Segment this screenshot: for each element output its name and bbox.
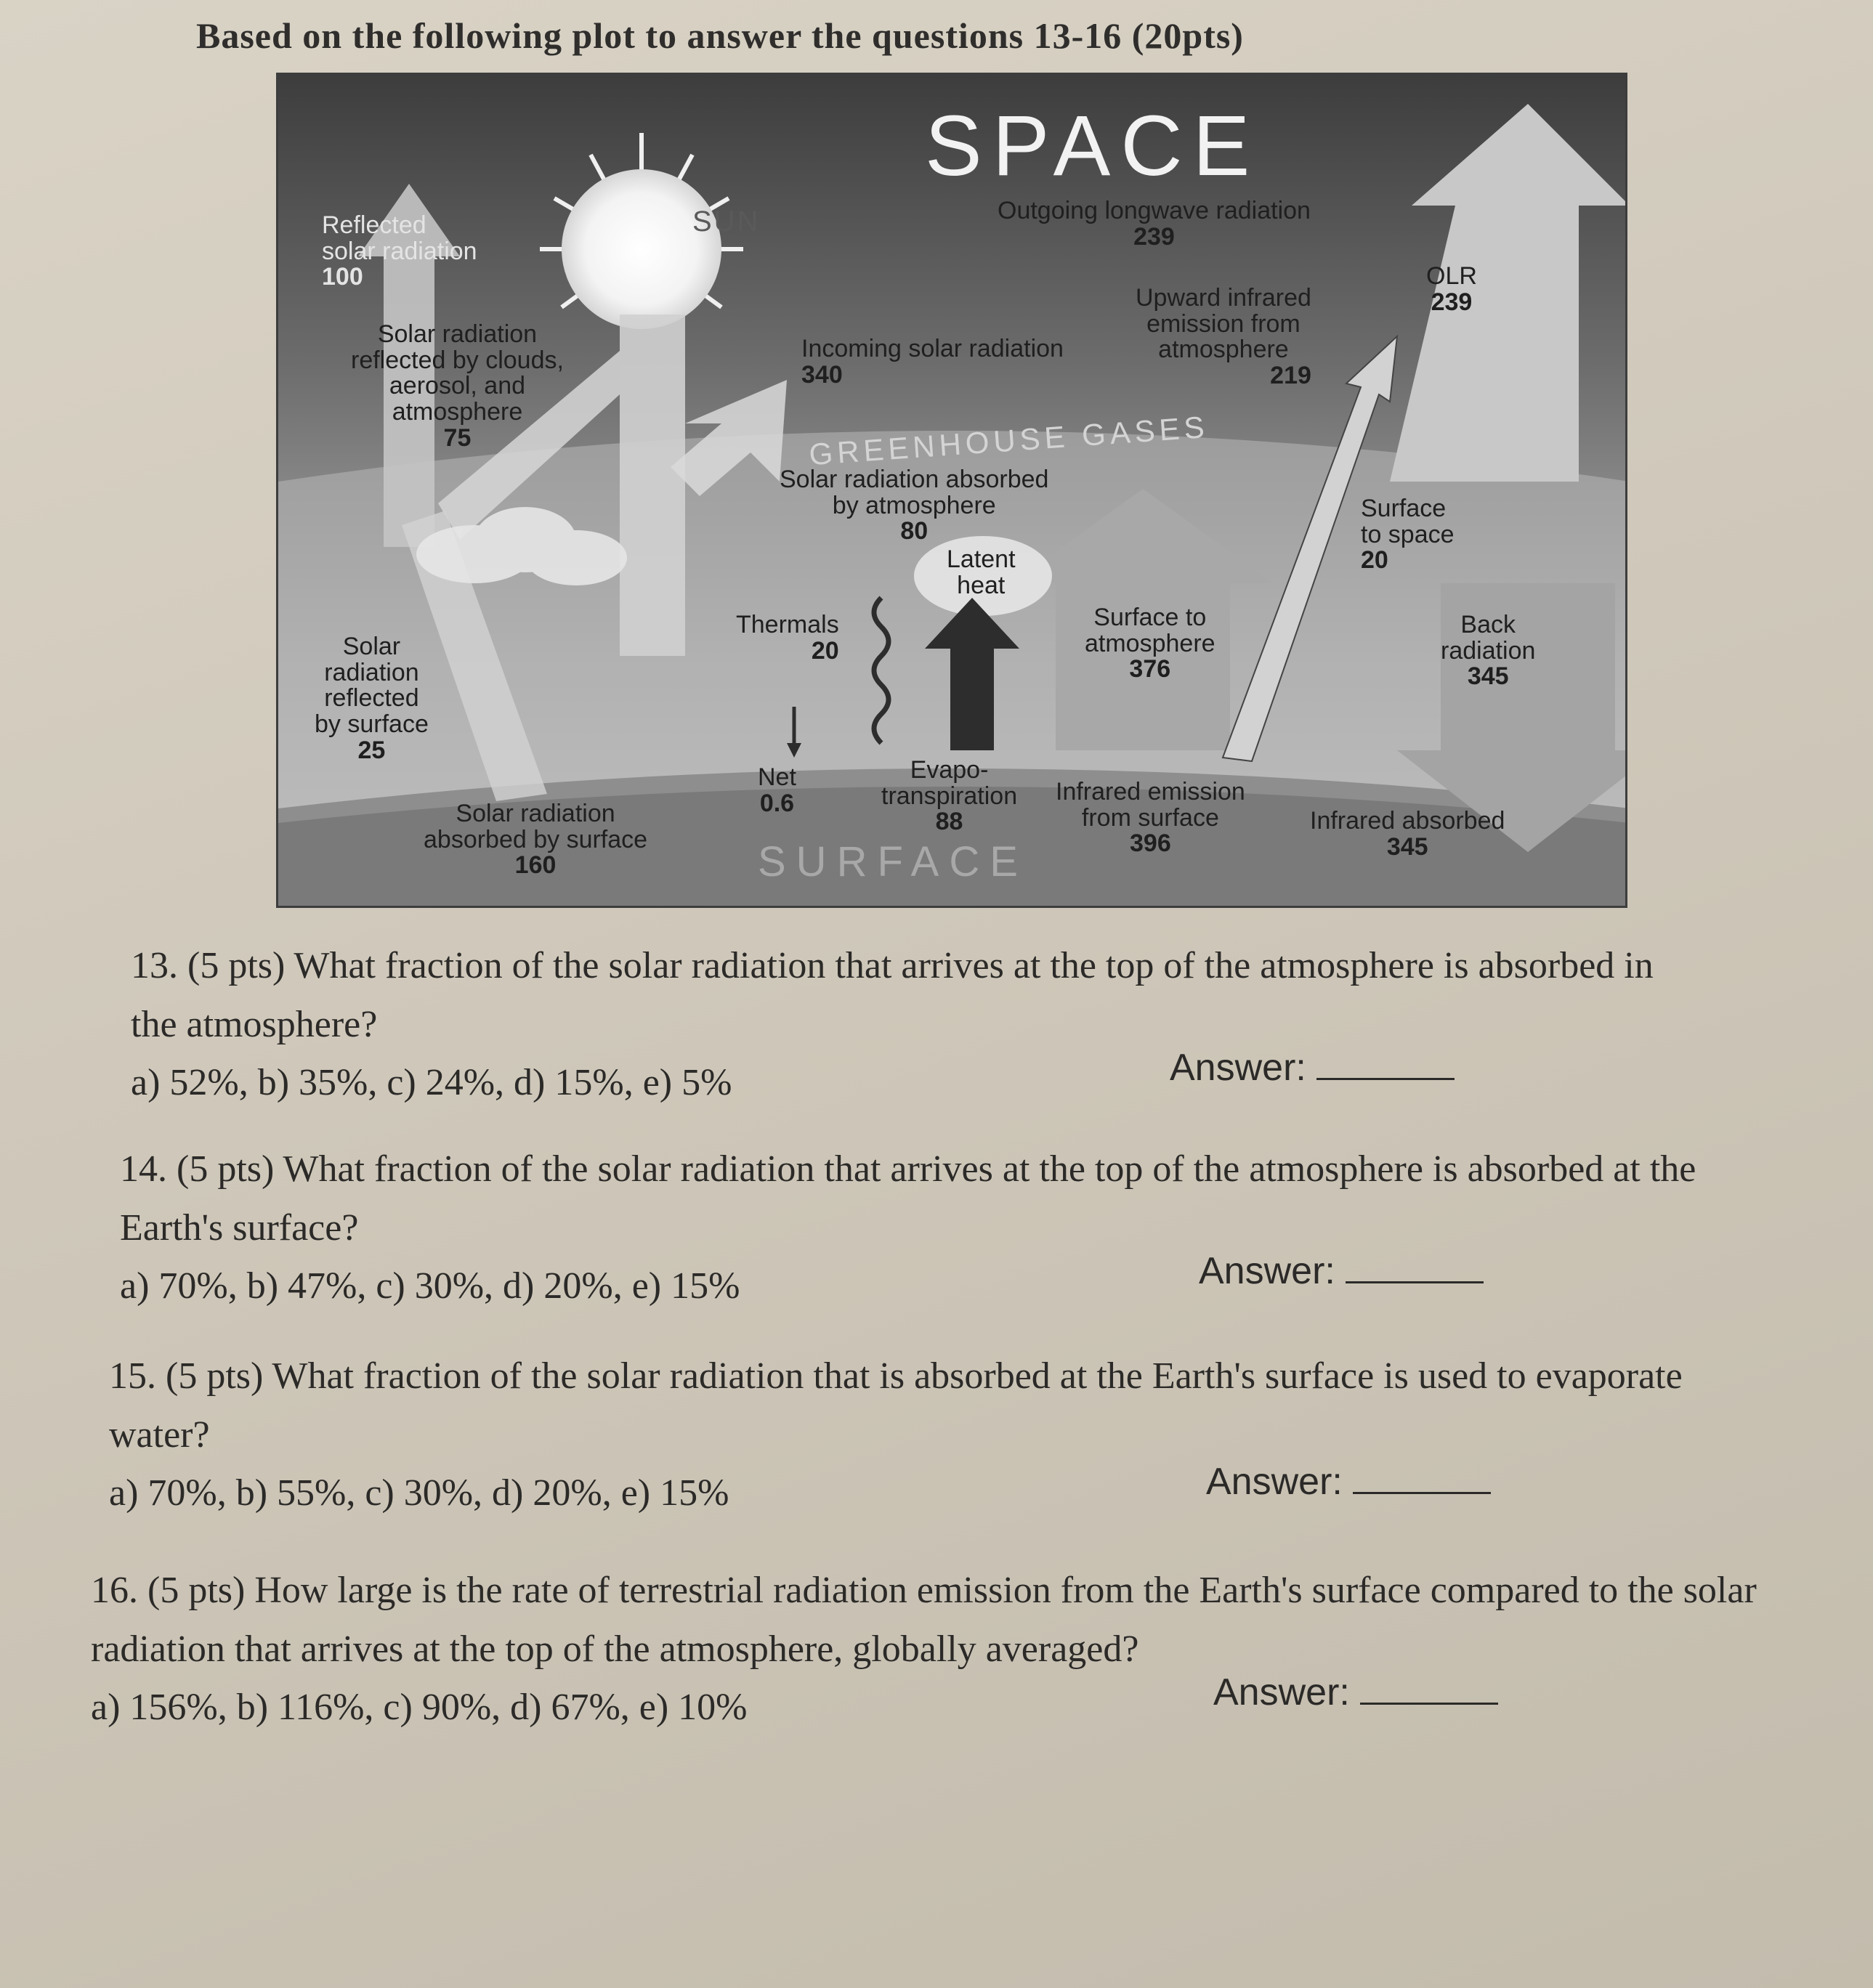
answer-blank[interactable] — [1353, 1488, 1491, 1494]
question-16 — [91, 1562, 1762, 1737]
answer-blank[interactable] — [1346, 1277, 1484, 1283]
back-radiation-label: Back radiation 345 — [1441, 611, 1536, 691]
surface-to-atmosphere-label: Surface to atmosphere 376 — [1085, 604, 1215, 683]
answer-label: Answer: — [1206, 1461, 1343, 1503]
question-15 — [109, 1347, 1758, 1523]
sun-icon — [562, 169, 721, 329]
surface-to-space-label: Surface to space 20 — [1361, 495, 1455, 575]
absorbed-atmosphere-label: Solar radiation absorbed by atmosphere 80 — [780, 466, 1049, 545]
surface-label: SURFACE — [758, 838, 1028, 885]
question-options: a) 70%, b) 55%, c) 30%, d) 20%, e) 15% — [109, 1472, 729, 1514]
answer-label: Answer: — [1199, 1250, 1335, 1292]
answer-16[interactable] — [1213, 1671, 1498, 1714]
latent-heat-label: Latent heat — [947, 545, 1016, 599]
answer-label: Answer: — [1170, 1047, 1306, 1089]
question-prompt: 15. (5 pts) What fraction of the solar radiation that is absorbed at the Earth's surface is used to evaporate water? — [109, 1355, 1683, 1456]
question-prompt: 13. (5 pts) What fraction of the solar radiation that arrives at the top of the atmosphere is absorbed in the atmosphere? — [131, 945, 1654, 1045]
outgoing-longwave-label: Outgoing longwave radiation 239 — [998, 197, 1311, 251]
net-label: Net 0.6 — [758, 763, 796, 817]
energy-budget-diagram — [276, 73, 1627, 908]
incoming-solar-label: Incoming solar radiation 340 — [801, 335, 1064, 389]
upward-ir-label: Upward infrared emission from atmosphere 219 — [1136, 284, 1311, 390]
reflected-solar-label: Reflected solar radiation 100 — [322, 211, 477, 291]
answer-14[interactable] — [1199, 1249, 1484, 1293]
question-prompt: 16. (5 pts) How large is the rate of terrestrial radiation emission from the Earth's surface compared to the solar radiation that arrives at the top of the atmosphere, globally averaged? — [91, 1570, 1757, 1670]
evapotranspiration-label: Evapo- transpiration 88 — [881, 756, 1018, 836]
space-title: SPACE — [925, 98, 1261, 194]
olr-label: OLR 239 — [1426, 262, 1477, 316]
incoming-solar-beam — [620, 315, 685, 656]
answer-13[interactable] — [1170, 1046, 1455, 1090]
question-options: a) 70%, b) 47%, c) 30%, d) 20%, e) 15% — [120, 1265, 740, 1307]
ir-emission-label: Infrared emission from surface 396 — [1056, 778, 1245, 858]
sun-label: SUN — [692, 206, 761, 238]
answer-blank[interactable] — [1360, 1698, 1498, 1705]
answer-blank[interactable] — [1316, 1074, 1455, 1080]
question-prompt: 14. (5 pts) What fraction of the solar radiation that arrives at the top of the atmosphere is absorbed at the Earth's surface? — [120, 1148, 1696, 1249]
absorbed-surface-label: Solar radiation absorbed by surface 160 — [424, 800, 648, 880]
question-options: a) 156%, b) 116%, c) 90%, d) 67%, e) 10% — [91, 1687, 748, 1729]
question-options: a) 52%, b) 35%, c) 24%, d) 15%, e) 5% — [131, 1062, 732, 1104]
answer-label: Answer: — [1213, 1671, 1350, 1713]
reflected-surface-label: Solar radiation reflected by surface 25 — [315, 633, 429, 764]
thermals-label: Thermals 20 — [736, 611, 839, 665]
page-title: Based on the following plot to answer the questions 13-16 (20pts) — [196, 15, 1244, 56]
answer-15[interactable] — [1206, 1460, 1491, 1504]
ir-absorbed-label: Infrared absorbed 345 — [1310, 807, 1505, 861]
reflected-clouds-label: Solar radiation reflected by clouds, aerosol, and atmosphere 75 — [351, 320, 564, 452]
greenhouse-gases-label: GREENHOUSE GASES — [807, 409, 1210, 472]
